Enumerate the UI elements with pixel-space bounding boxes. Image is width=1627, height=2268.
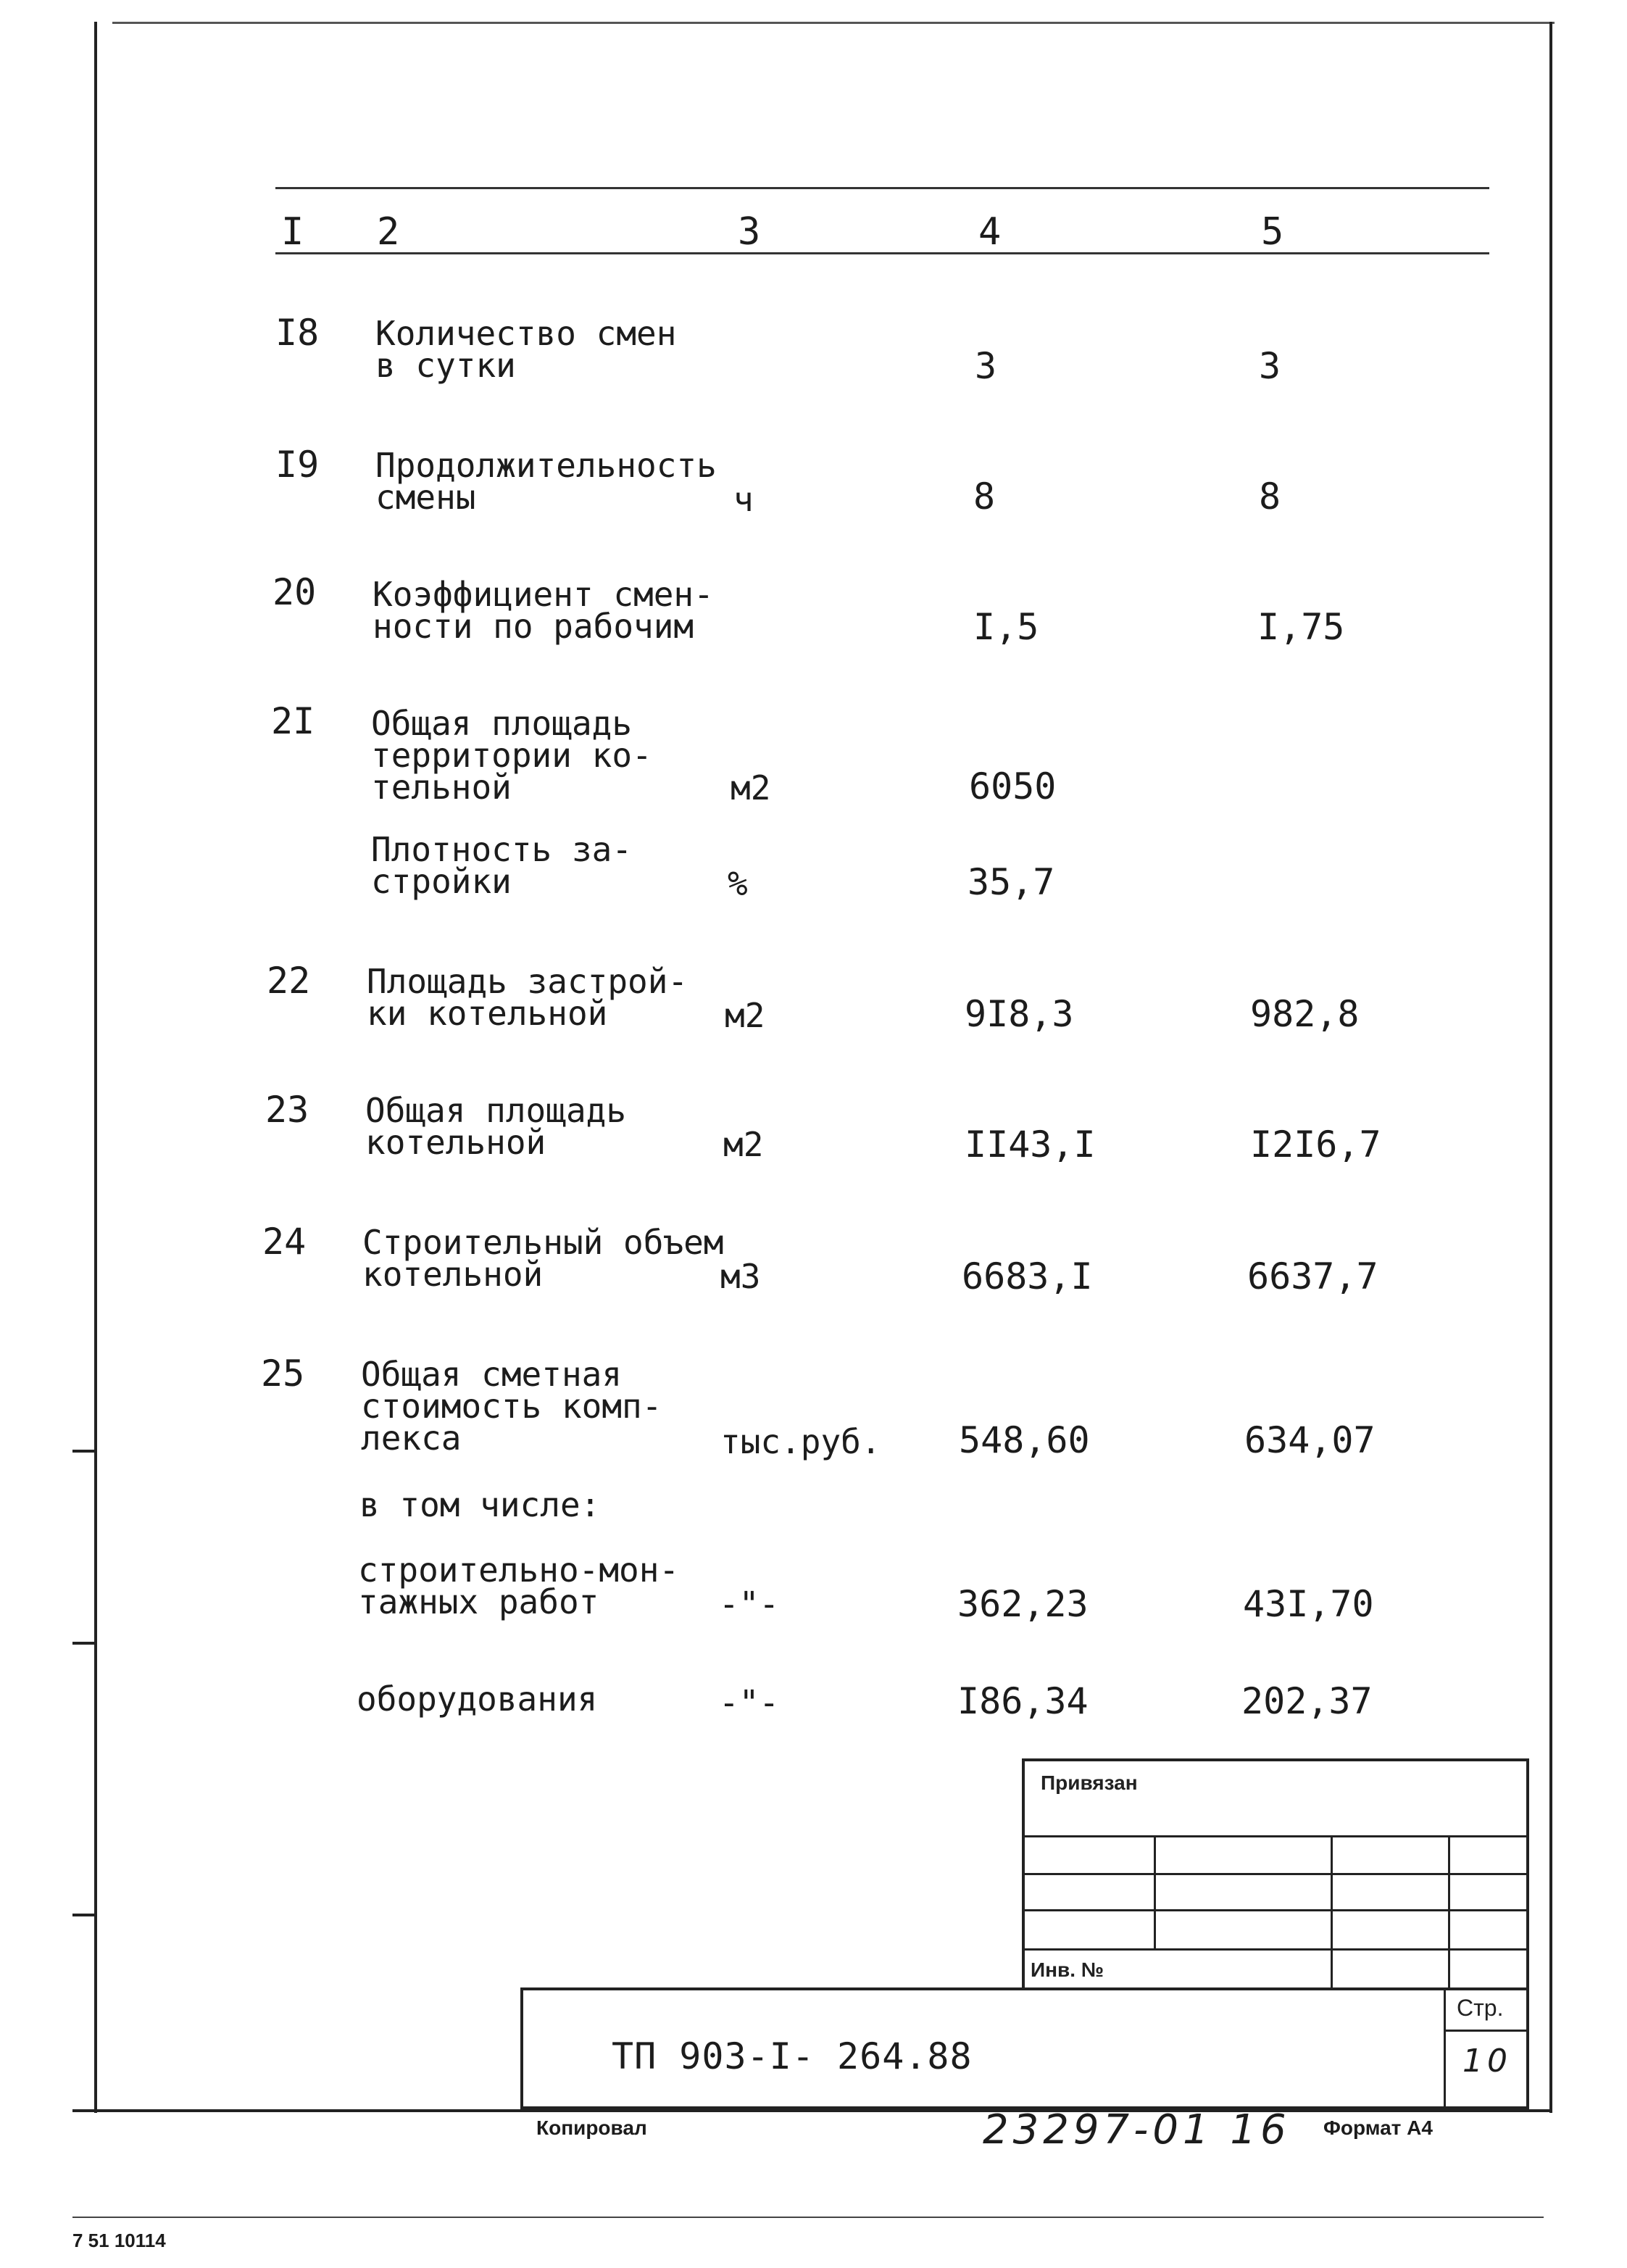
row-number: 25 [261,1353,305,1395]
inventory-number-label: Инв. № [1031,1958,1104,1981]
row-description-line: Общая площадь [371,704,633,743]
stamp-grid-line [1331,1835,1333,1990]
value-col4: 35,7 [968,861,1055,903]
bottom-rule [72,2217,1544,2218]
table-header-rule [275,252,1489,254]
row-number: 2I [271,700,315,742]
value-col4: II43,I [965,1123,1096,1166]
stamp-grid-line [1022,1873,1529,1875]
column-header-5: 5 [1261,210,1284,254]
value-col5: 6637,7 [1247,1255,1378,1297]
frame-bottom-border [72,2109,1552,2112]
row-number: I8 [275,312,320,354]
table-top-rule [275,187,1489,189]
row-description-line: смены [375,478,476,517]
value-col4: 6683,I [962,1255,1093,1297]
row-description-line: Продолжительность [375,446,717,485]
row-description-line: Общая сметная [361,1355,623,1394]
stamp-grid-line [1448,1835,1450,1990]
row-number: 24 [262,1221,307,1263]
row-number: 23 [265,1089,309,1131]
format-label: Формат А4 [1323,2117,1433,2139]
stamp-grid-line [1022,1948,1529,1951]
column-header-1: I [281,210,304,254]
value-col4: 362,23 [957,1583,1089,1625]
value-col5: 982,8 [1250,993,1360,1035]
value-col5: 43I,70 [1243,1583,1374,1625]
value-col5: I2I6,7 [1250,1123,1381,1166]
value-col5: I,75 [1257,606,1345,648]
document-code: ТП 903-I- 264.88 [612,2035,973,2077]
margin-tick [72,1450,96,1453]
row-unit: ч [733,480,754,519]
frame-right-border [1549,22,1552,2113]
row-description-line: в том числе: [359,1485,601,1524]
row-unit: м2 [725,996,765,1035]
stamp-grid-line [1022,1909,1529,1911]
value-col4: 548,60 [959,1419,1090,1461]
handwritten-archive-number: 23297-01 16 [983,2106,1291,2153]
stamp-grid-line [1022,1835,1529,1837]
bottom-code: 7 51 10114 [72,2230,166,2251]
column-header-2: 2 [377,210,400,254]
value-col4: I86,34 [957,1680,1089,1722]
copied-by-label: Копировал [536,2117,647,2139]
row-unit: -"- [719,1584,780,1624]
value-col5: 3 [1259,345,1281,387]
row-description-line: оборудования [357,1679,598,1719]
row-unit: м2 [723,1125,764,1164]
row-description-line: Площадь застрой- [367,962,688,1001]
row-description-line: стройки [371,862,512,901]
row-description-line: ки котельной [367,994,608,1033]
frame-top-border [112,22,1555,24]
row-description-line: стоимость комп- [361,1387,662,1426]
row-description-line: Строительный объем [362,1223,724,1262]
row-description-line: Коэффициент смен- [373,575,714,614]
row-description-line: котельной [362,1255,544,1294]
margin-tick [72,1914,96,1916]
column-header-4: 4 [978,210,1002,254]
value-col5: 202,37 [1241,1680,1373,1722]
row-description-line: тажных работ [358,1582,599,1621]
page-label: Стр. [1457,1995,1504,2021]
value-col4: I,5 [973,606,1039,648]
row-unit: % [728,864,748,903]
row-description-line: ности по рабочим [373,607,694,646]
margin-tick [72,1642,96,1645]
row-number: I9 [275,444,320,486]
row-description-line: Общая площадь [365,1091,627,1130]
row-description-line: Количество смен [375,314,677,353]
attached-label: Привязан [1041,1771,1138,1794]
row-description-line: строительно-мон- [358,1550,680,1590]
row-unit: тыс.руб. [720,1422,881,1461]
row-description-line: котельной [365,1123,546,1162]
value-col4: 6050 [969,765,1057,807]
row-description-line: в сутки [375,346,516,385]
stamp-grid-line [1154,1835,1156,1950]
value-col4: 9I8,3 [965,993,1074,1035]
row-number: 20 [272,571,317,613]
row-description-line: Плотность за- [371,830,633,869]
row-unit: -"- [719,1683,780,1722]
frame-left-border [94,22,97,2113]
row-unit: м3 [720,1257,761,1296]
stamp-grid-line [1444,2030,1529,2032]
row-description-line: тельной [371,768,512,807]
row-unit: м2 [731,768,771,807]
page-number: 10 [1462,2043,1512,2080]
column-header-3: 3 [738,210,761,254]
row-description-line: лекса [361,1418,462,1458]
row-number: 22 [267,960,311,1002]
value-col5: 634,07 [1244,1419,1376,1461]
value-col5: 8 [1259,475,1281,518]
value-col4: 3 [975,345,997,387]
stamp-grid-line [1444,1987,1446,2109]
value-col4: 8 [973,475,996,518]
row-description-line: территории ко- [371,736,652,775]
